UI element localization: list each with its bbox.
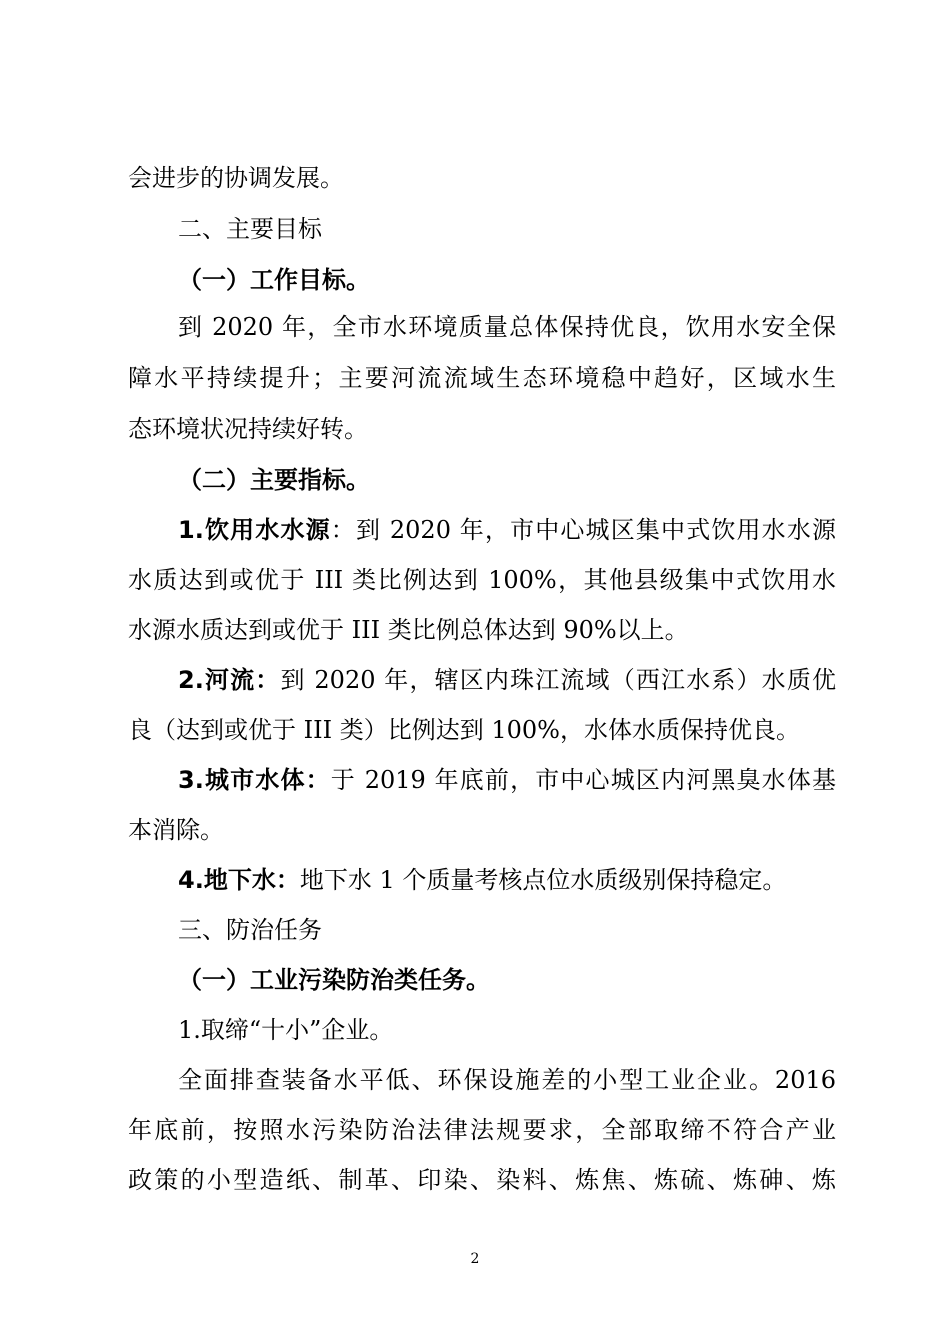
paragraph-line: 会进步的协调发展。 xyxy=(128,164,344,192)
task-title: 1.取缔“十小”企业。 xyxy=(178,1016,394,1044)
paragraph-line: 障水平持续提升；主要河流流域生态环境稳中趋好，区域水生 xyxy=(128,364,836,392)
indicator-item-drinking-water xyxy=(178,514,836,546)
indicator-text: 地下水 1 个质量考核点位水质级别保持稳定。 xyxy=(299,866,787,894)
paragraph-line: 水源水质达到或优于 III 类比例总体达到 90%以上。 xyxy=(128,616,689,644)
paragraph-line: 良（达到或优于 III 类）比例达到 100%，水体水质保持优良。 xyxy=(128,716,800,744)
paragraph-line: 态环境状况持续好转。 xyxy=(128,415,368,443)
indicator-label: 2.河流： xyxy=(178,666,281,694)
indicator-label: 1.饮用水水源 xyxy=(178,516,331,544)
indicator-item-groundwater xyxy=(178,864,836,896)
paragraph-line: 年底前，按照水污染防治法律法规要求，全部取缔不符合产业 xyxy=(128,1116,836,1144)
section-heading-main-goals: 二、主要目标 xyxy=(178,215,322,243)
indicator-label: 4.地下水： xyxy=(178,866,300,894)
paragraph-line: 政策的小型造纸、制革、印染、染料、炼焦、炼硫、炼砷、炼 xyxy=(128,1166,836,1194)
subsection-heading-main-indicators: （二）主要指标。 xyxy=(178,466,370,494)
indicator-text: 于 2019 年底前，市中心城区内河黑臭水体基 xyxy=(330,766,836,794)
page-number: 2 xyxy=(470,1251,480,1267)
paragraph-line: 水质达到或优于 III 类比例达到 100%，其他县级集中式饮用水 xyxy=(128,566,836,594)
paragraph-line: 全面排查装备水平低、环保设施差的小型工业企业。2016 xyxy=(178,1066,836,1094)
indicator-item-urban-water xyxy=(178,764,836,796)
indicator-text: ：到 2020 年，市中心城区集中式饮用水水源 xyxy=(330,516,836,544)
indicator-item-rivers xyxy=(178,664,836,696)
subsection-heading-work-goal: （一）工作目标。 xyxy=(178,266,370,294)
indicator-text: 到 2020 年，辖区内珠江流域（西江水系）水质优 xyxy=(280,666,836,694)
paragraph-line: 到 2020 年，全市水环境质量总体保持优良，饮用水安全保 xyxy=(178,313,836,341)
paragraph-line: 本消除。 xyxy=(128,816,224,844)
subsection-heading-industrial: （一）工业污染防治类任务。 xyxy=(178,966,490,994)
indicator-label: 3.城市水体： xyxy=(178,766,331,794)
section-heading-tasks: 三、防治任务 xyxy=(178,916,322,944)
